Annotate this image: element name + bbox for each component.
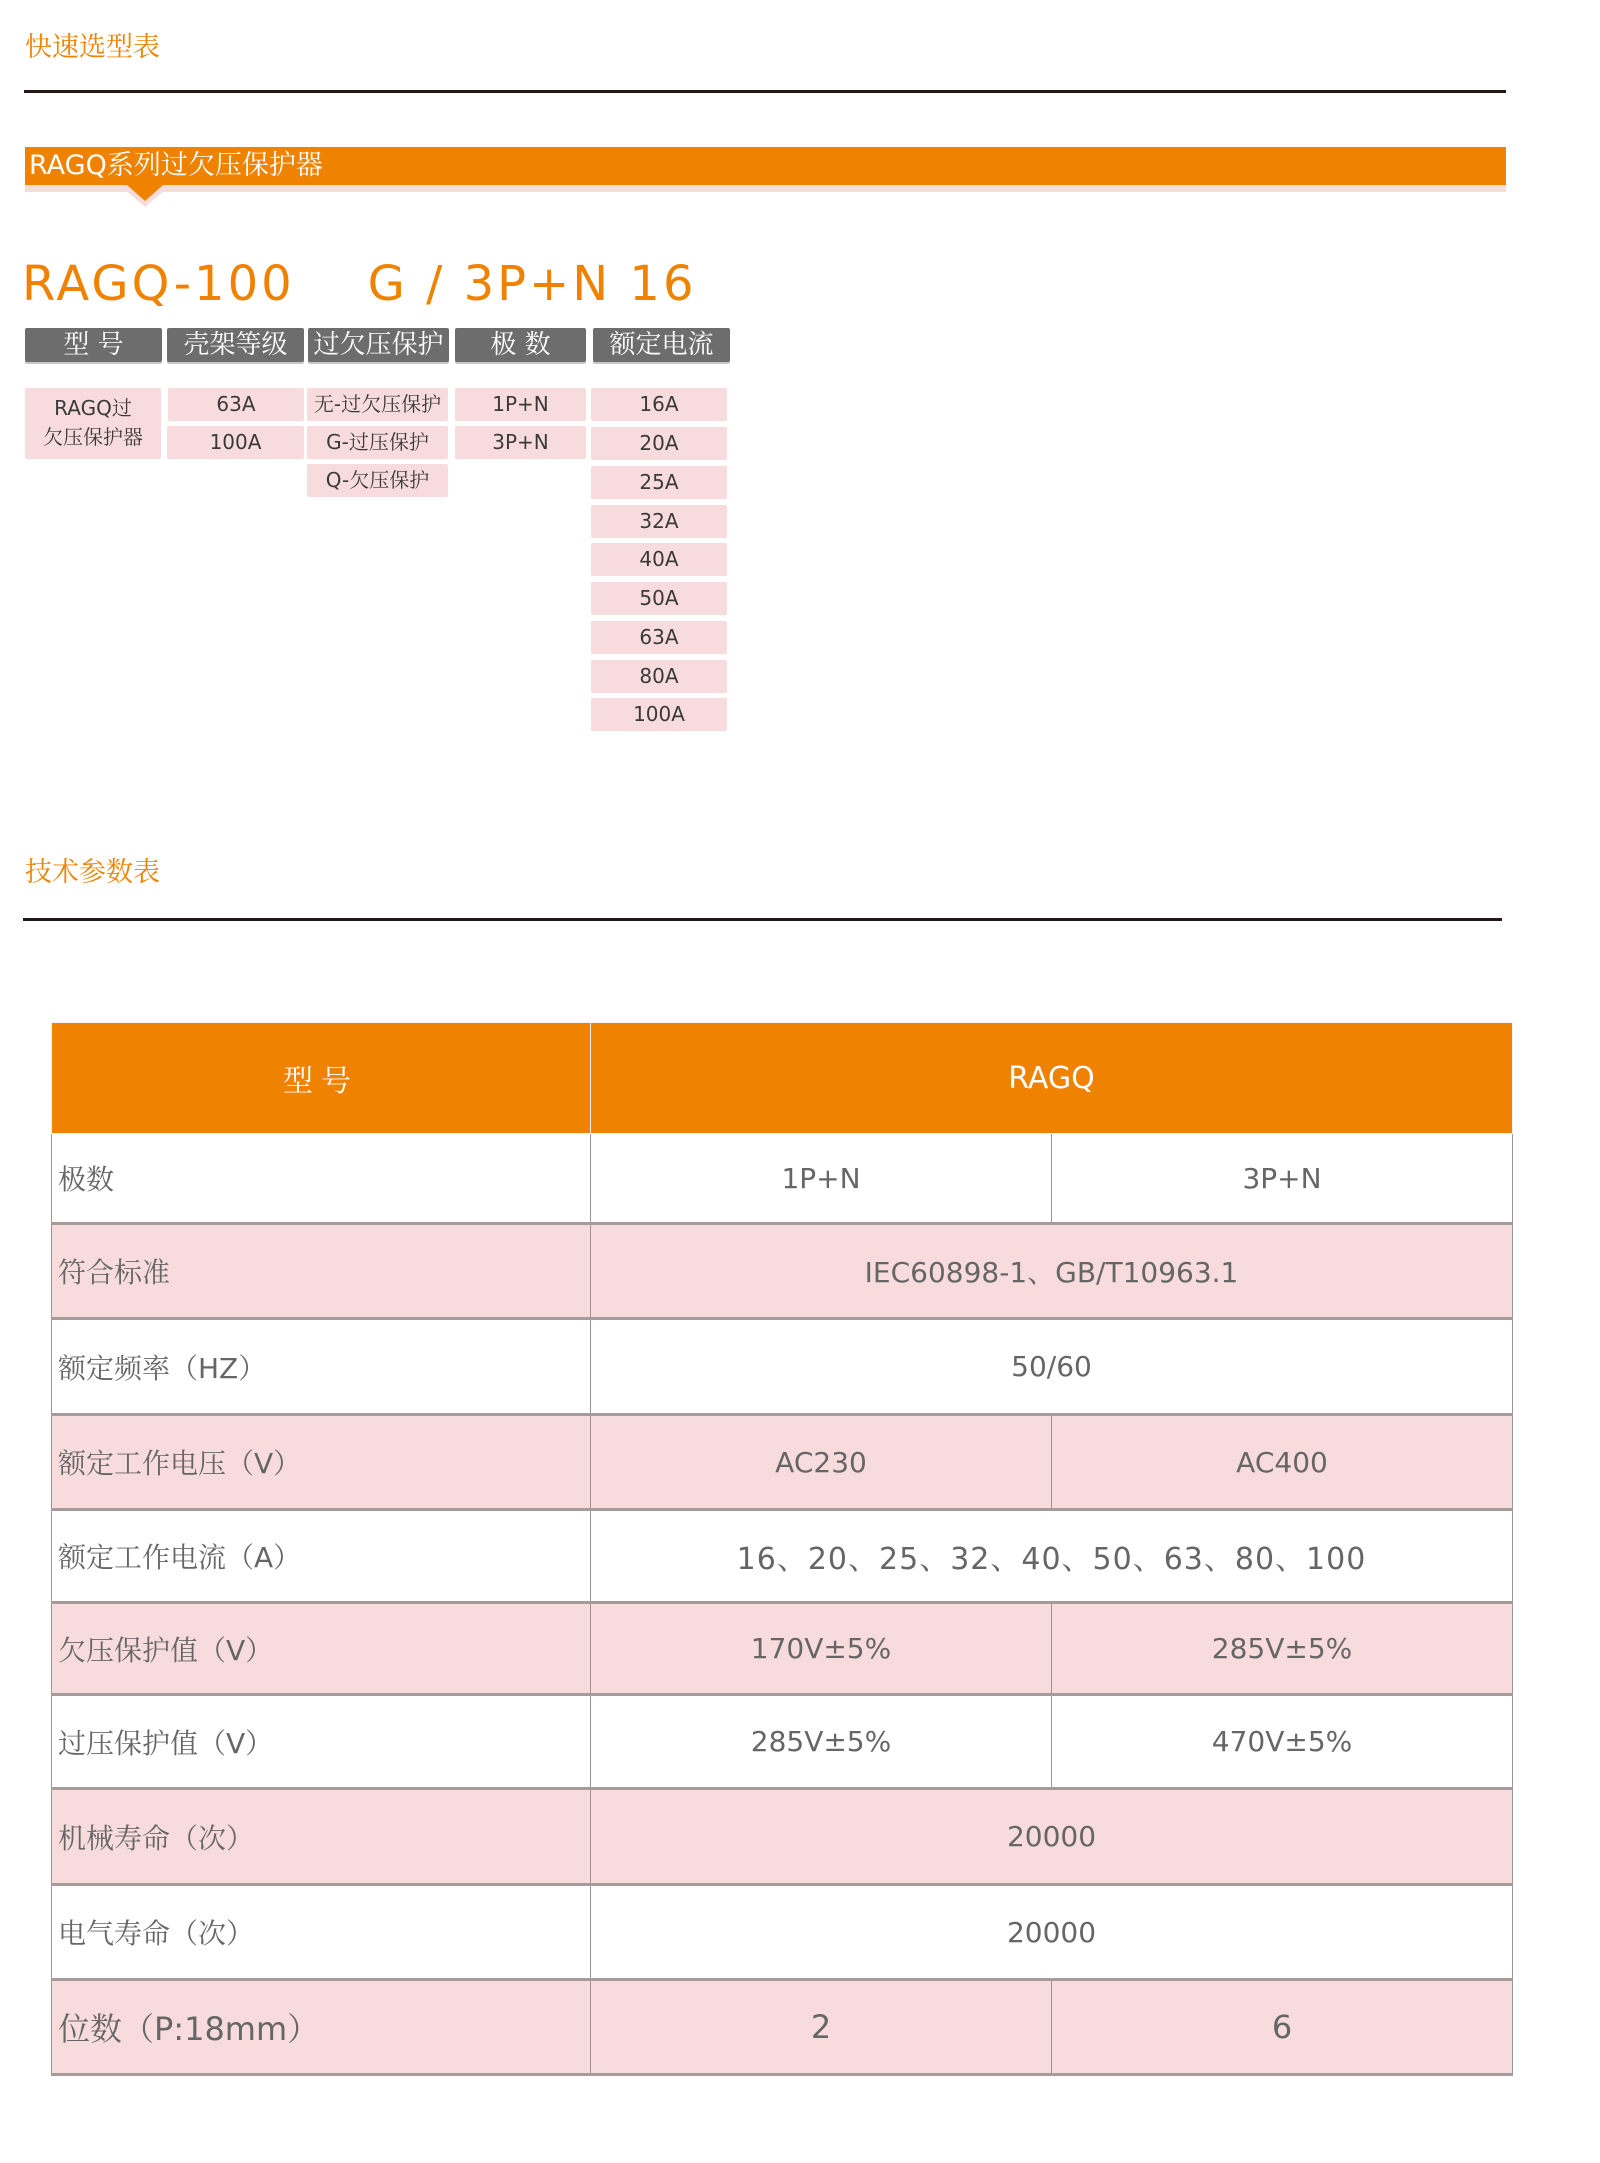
frame-option: 63A: [168, 388, 304, 421]
table-row: [52, 1510, 1513, 1603]
table-row: [52, 1980, 1513, 2075]
current-option: 16A: [591, 388, 727, 421]
table-row: [52, 1319, 1513, 1415]
pole-option: 1P+N: [455, 388, 586, 421]
table-row: [52, 1789, 1513, 1885]
series-banner: RAGQ系列过欠压保护器: [25, 147, 1506, 185]
header-value: RAGQ: [591, 1023, 1513, 1134]
tech-params-title: 技术参数表: [25, 857, 160, 888]
protection-option: G-过压保护: [307, 426, 448, 459]
header-chip-poles: 极 数: [455, 328, 586, 362]
row-value: 6: [1052, 1980, 1513, 2075]
current-option: 32A: [591, 505, 727, 538]
table-row: [52, 1603, 1513, 1695]
row-label: 符合标准: [52, 1224, 591, 1319]
row-value: 3P+N: [1052, 1134, 1513, 1224]
model-cell-line2: 欠压保护器: [43, 425, 143, 449]
row-value: 285V±5%: [591, 1695, 1052, 1789]
row-label: 位数（P:18mm）: [52, 1980, 591, 2075]
current-option: 80A: [591, 660, 727, 693]
section-divider: [24, 90, 1506, 93]
row-label: 机械寿命（次）: [52, 1789, 591, 1885]
row-value: 50/60: [591, 1319, 1513, 1415]
row-value: 16、20、25、32、40、50、63、80、100: [591, 1510, 1513, 1603]
header-chip-frame-rating: 壳架等级: [167, 328, 304, 362]
row-value: AC400: [1052, 1415, 1513, 1510]
row-label: 额定频率（HZ）: [52, 1319, 591, 1415]
banner-shadow: [25, 185, 1506, 192]
table-row: [52, 1415, 1513, 1510]
row-label: 极数: [52, 1134, 591, 1224]
model-cell: [25, 388, 161, 459]
tech-params-table: [51, 1022, 1513, 2076]
model-cell-line1: RAGQ过: [54, 396, 132, 420]
row-label: 过压保护值（V）: [52, 1695, 591, 1789]
table-row: [52, 1885, 1513, 1980]
row-label: 额定工作电压（V）: [52, 1415, 591, 1510]
table-row: [52, 1224, 1513, 1319]
current-option: 100A: [591, 698, 727, 731]
row-value: 2: [591, 1980, 1052, 2075]
row-value: 470V±5%: [1052, 1695, 1513, 1789]
row-value: AC230: [591, 1415, 1052, 1510]
row-label: 电气寿命（次）: [52, 1885, 591, 1980]
banner-pointer-icon: [127, 185, 163, 201]
current-option: 63A: [591, 621, 727, 654]
quick-selection-title: 快速选型表: [25, 32, 160, 63]
row-value: 285V±5%: [1052, 1603, 1513, 1695]
section-divider: [23, 918, 1502, 921]
table-row: [52, 1134, 1513, 1224]
current-option: 25A: [591, 466, 727, 499]
current-option: 50A: [591, 582, 727, 615]
current-option: 40A: [591, 543, 727, 576]
table-header-row: [52, 1023, 1513, 1134]
row-value: 20000: [591, 1789, 1513, 1885]
table-row: [52, 1695, 1513, 1789]
row-value: 170V±5%: [591, 1603, 1052, 1695]
frame-option: 100A: [167, 426, 304, 459]
row-label: 欠压保护值（V）: [52, 1603, 591, 1695]
row-value: 20000: [591, 1885, 1513, 1980]
pole-option: 3P+N: [455, 426, 586, 459]
header-chip-rated-current: 额定电流: [593, 328, 730, 362]
model-code-example: RAGQ-100 G / 3P+N 16: [22, 256, 697, 312]
protection-option: 无-过欠压保护: [307, 388, 448, 421]
row-label: 额定工作电流（A）: [52, 1510, 591, 1603]
row-value: IEC60898-1、GB/T10963.1: [591, 1224, 1513, 1319]
header-chip-protection: 过欠压保护: [308, 328, 449, 362]
header-chip-model: 型 号: [25, 328, 162, 362]
protection-option: Q-欠压保护: [307, 464, 448, 497]
header-label: 型号: [52, 1023, 591, 1134]
row-value: 1P+N: [591, 1134, 1052, 1224]
current-option: 20A: [591, 427, 727, 460]
